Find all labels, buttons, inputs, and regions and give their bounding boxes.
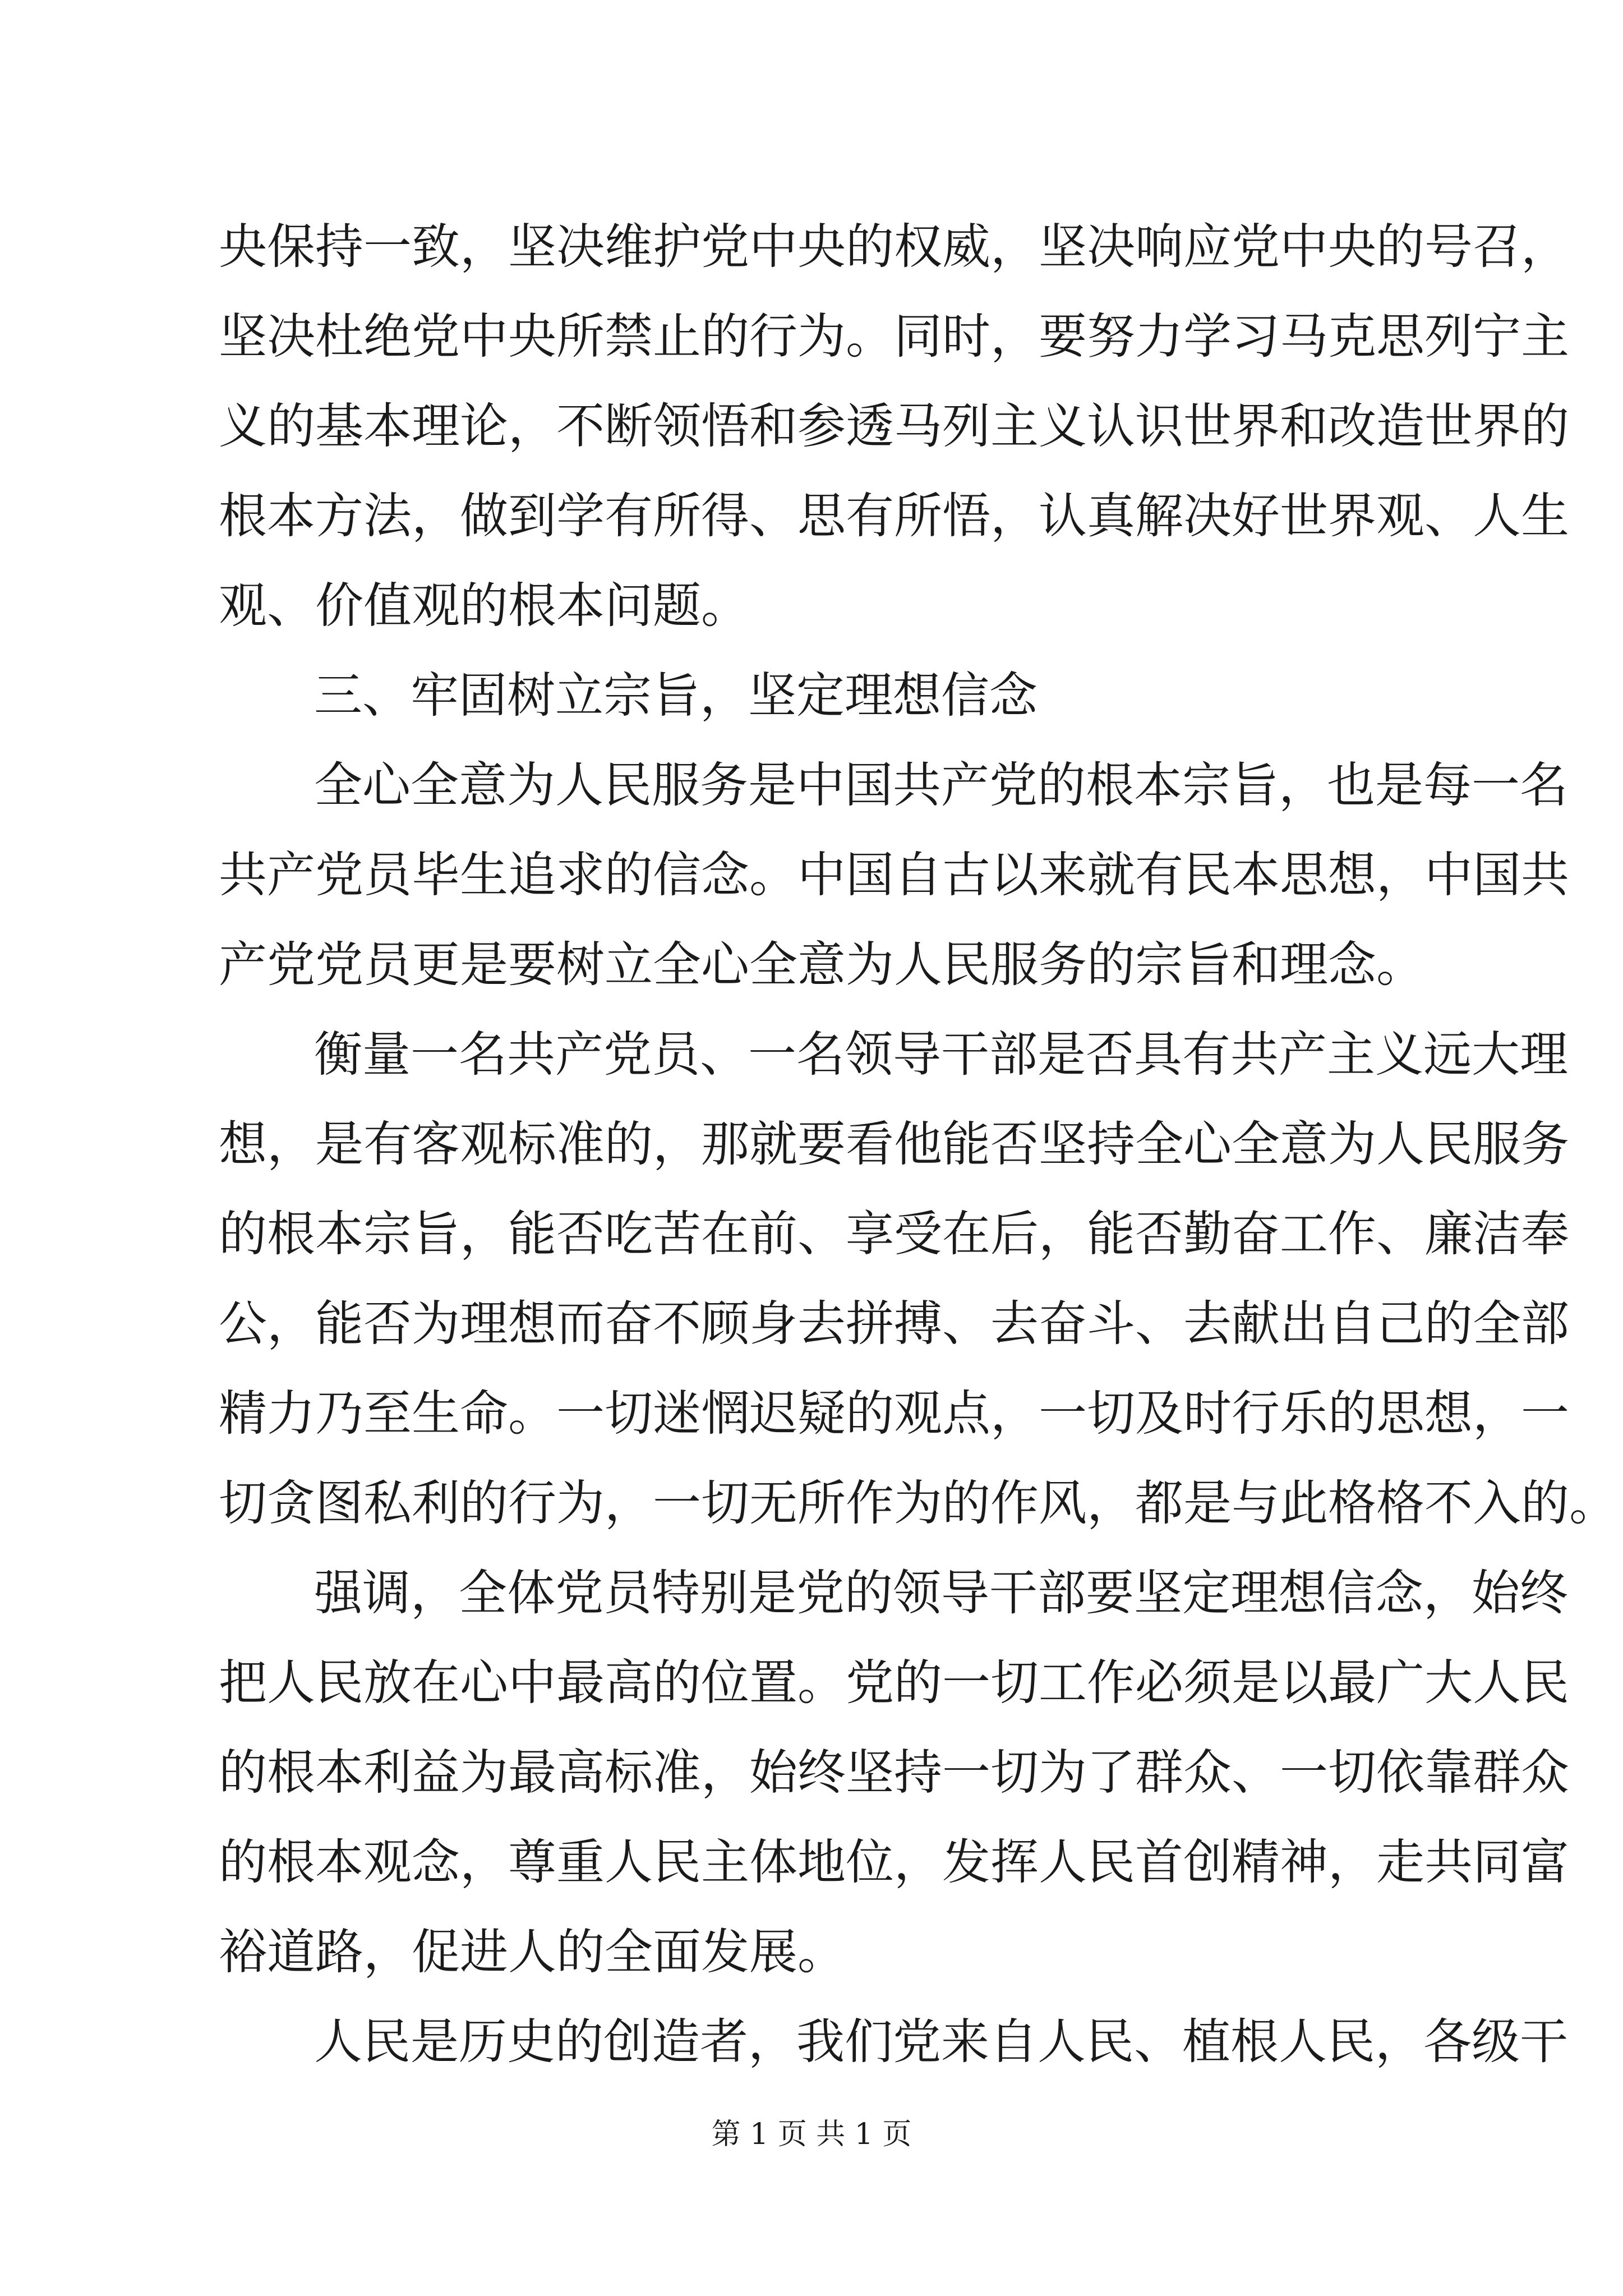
text-line: 人民是历史的创造者，我们党来自人民、植根人民，各级干: [314, 2014, 1568, 2070]
text-line: 的根本宗旨，能否吃苦在前、享受在后，能否勤奋工作、廉洁奉: [219, 1206, 1569, 1262]
text-line: 精力乃至生命。一切迷惘迟疑的观点，一切及时行乐的思想，一: [219, 1386, 1569, 1442]
text-line: 想，是有客观标准的，那就要看他能否坚持全心全意为人民服务: [219, 1116, 1569, 1172]
text-line: 衡量一名共产党员、一名领导干部是否具有共产主义远大理: [314, 1027, 1568, 1083]
text-line: 根本方法，做到学有所得、思有所悟，认真解决好世界观、人生: [219, 488, 1569, 544]
page-footer: 第 1 页 共 1 页: [711, 2118, 912, 2151]
section-heading: 三、牢固树立宗旨，坚定理想信念: [314, 668, 1038, 724]
text-line: 共产党员毕生追求的信念。中国自古以来就有民本思想，中国共: [219, 847, 1569, 903]
text-line: 全心全意为人民服务是中国共产党的根本宗旨，也是每一名: [314, 757, 1568, 813]
text-line: 坚决杜绝党中央所禁止的行为。同时，要努力学习马克思列宁主: [219, 309, 1569, 365]
text-line: 的根本利益为最高标准，始终坚持一切为了群众、一切依靠群众: [219, 1745, 1569, 1801]
text-line: 裕道路，促进人的全面发展。: [219, 1924, 846, 1980]
text-line: 义的基本理论，不断领悟和参透马列主义认识世界和改造世界的: [219, 398, 1569, 454]
text-line: 央保持一致，坚决维护党中央的权威，坚决响应党中央的号召，: [219, 219, 1569, 275]
text-line: 观、价值观的根本问题。: [219, 578, 749, 634]
text-line: 把人民放在心中最高的位置。党的一切工作必须是以最广大人民: [219, 1655, 1569, 1711]
text-line: 切贪图私利的行为，一切无所作为的作风，都是与此格格不入的。: [219, 1475, 1617, 1531]
text-line: 强调，全体党员特别是党的领导干部要坚定理想信念，始终: [314, 1565, 1568, 1621]
text-line: 的根本观念，尊重人民主体地位，发挥人民首创精神，走共同富: [219, 1834, 1569, 1890]
text-line: 产党党员更是要树立全心全意为人民服务的宗旨和理念。: [219, 937, 1424, 993]
text-line: 公，能否为理想而奋不顾身去拼搏、去奋斗、去献出自己的全部: [219, 1296, 1569, 1352]
